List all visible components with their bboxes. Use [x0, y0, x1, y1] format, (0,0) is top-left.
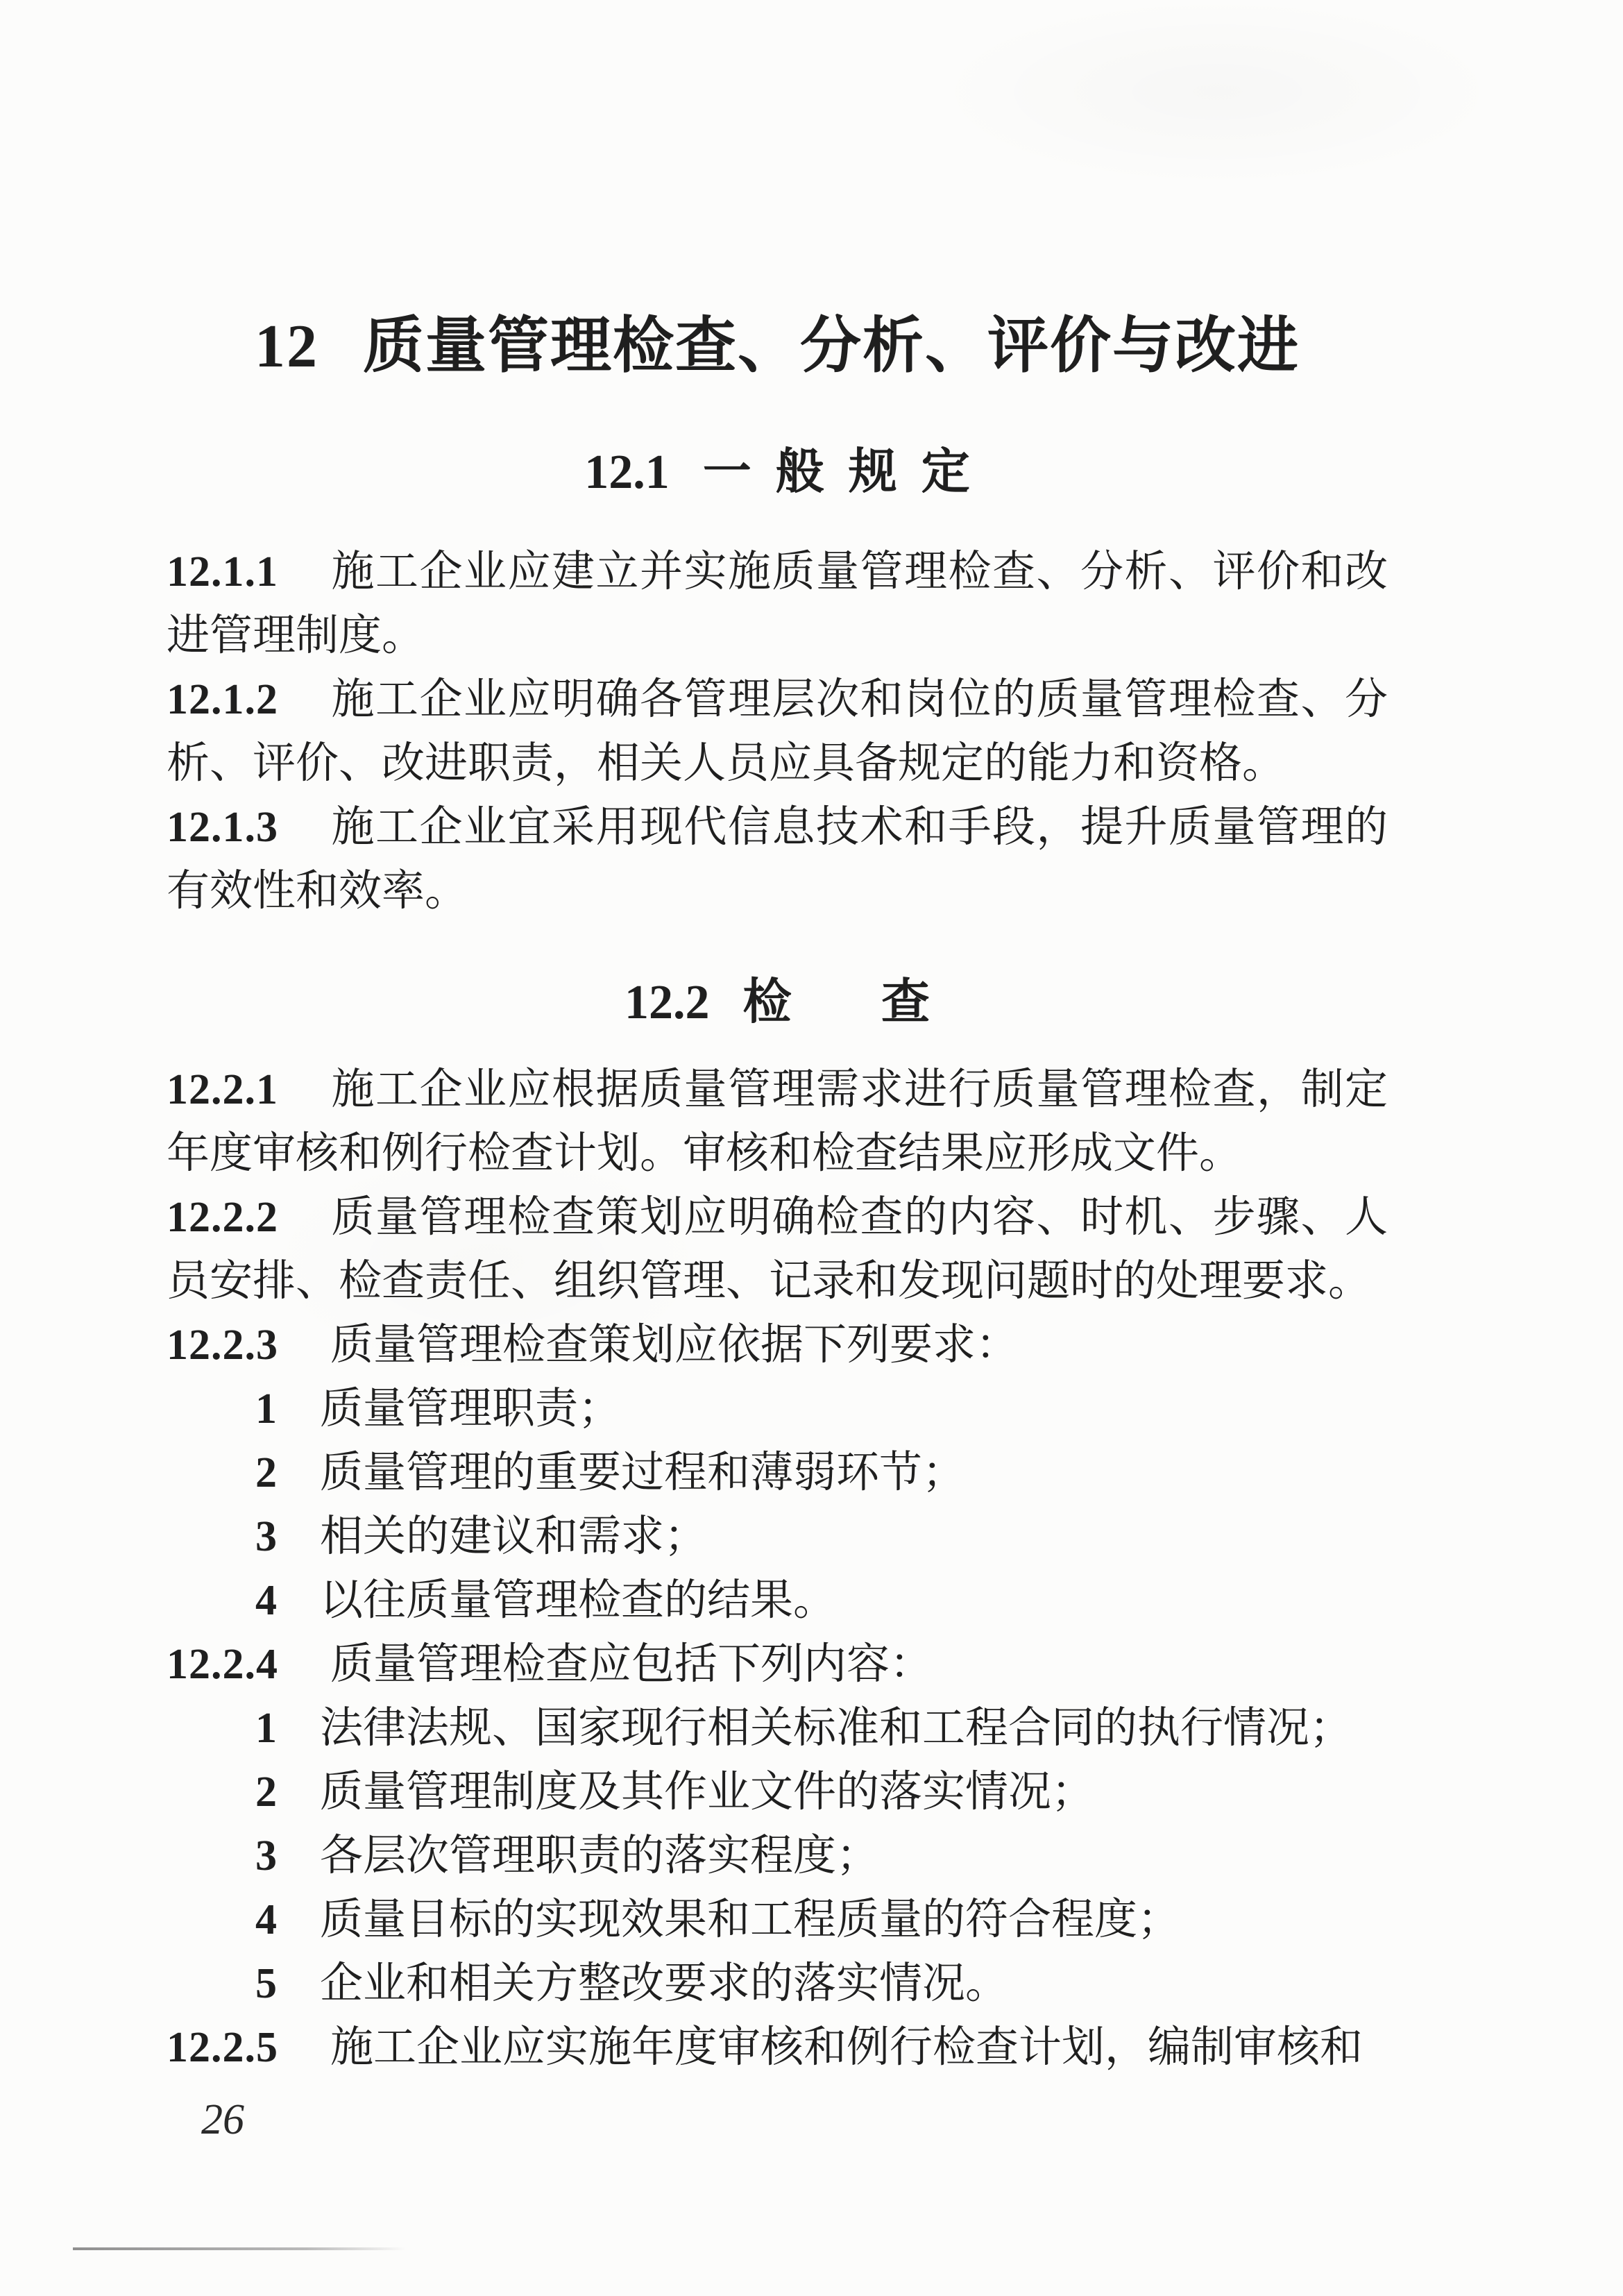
clause-number: 12.2.2: [167, 1194, 278, 1241]
clause-number: 12.2.3: [167, 1322, 278, 1369]
section-title-text: 一般规定: [702, 446, 994, 499]
clause-12-1-1: [167, 540, 1388, 668]
clause-number: 12.2.4: [167, 1641, 278, 1688]
list-item: [167, 1888, 1388, 1952]
list-item: [167, 1760, 1388, 1824]
list-item-text: 各层次管理职责的落实程度；: [320, 1832, 880, 1880]
clause-text: 施工企业应建立并实施质量管理检查、分析、评价和改进管理制度。: [167, 548, 1388, 659]
clause-12-2-5: [167, 2016, 1388, 2079]
list-item-text: 质量管理制度及其作业文件的落实情况；: [320, 1769, 1095, 1816]
list-item-number: 5: [255, 1960, 277, 2007]
list-item-text: 相关的建议和需求；: [320, 1513, 708, 1560]
section-number: 12.1: [584, 446, 670, 499]
clause-text: 施工企业应明确各管理层次和岗位的质量管理检查、分析、评价、改进职责，相关人员应具备规定的能力和资格。: [167, 676, 1388, 787]
list-item: [167, 1505, 1388, 1569]
list-item-number: 1: [255, 1705, 277, 1752]
clause-number: 12.1.2: [167, 676, 278, 723]
clause-12-2-4: [167, 1632, 1388, 1696]
section-heading-12-2: [167, 973, 1388, 1033]
clause-text: 施工企业应实施年度审核和例行检查计划，编制审核和: [330, 2024, 1363, 2071]
chapter-heading: [167, 305, 1388, 389]
section-number: 12.2: [624, 976, 710, 1029]
clause-text: 施工企业应根据质量管理需求进行质量管理检查，制定年度审核和例行检查计划。审核和检查结果应形成文件。: [167, 1066, 1388, 1177]
list-item-number: 2: [255, 1769, 277, 1816]
clause-12-1-3: [167, 795, 1388, 923]
clause-text: 质量管理检查应包括下列内容：: [330, 1641, 933, 1688]
clause-12-2-1: [167, 1058, 1388, 1185]
list-item-number: 2: [255, 1449, 277, 1496]
list-item-number: 1: [255, 1385, 277, 1433]
clause-text: 质量管理检查策划应明确检查的内容、时机、步骤、人员安排、检查责任、组织管理、记录和发现问题时的处理要求。: [167, 1194, 1388, 1305]
clause-number: 12.1.1: [167, 548, 278, 596]
clause-text: 质量管理检查策划应依据下列要求：: [330, 1322, 1019, 1369]
list-item: [167, 1952, 1388, 2016]
list-item-number: 3: [255, 1513, 277, 1560]
list-item-text: 企业和相关方整改要求的落实情况。: [320, 1960, 1009, 2007]
page-number: 26: [201, 2096, 244, 2143]
chapter-title-text: 质量管理检查、分析、评价与改进: [362, 313, 1300, 380]
list-item-text: 质量管理的重要过程和薄弱环节；: [320, 1449, 966, 1496]
clause-text: 施工企业宜采用现代信息技术和手段，提升质量管理的有效性和效率。: [167, 804, 1388, 915]
clause-12-2-3: [167, 1313, 1388, 1377]
clause-number: 12.2.1: [167, 1066, 278, 1113]
list-item-number: 4: [255, 1896, 277, 1943]
list-item: [167, 1696, 1388, 1760]
clause-12-2-2: [167, 1185, 1388, 1313]
clause-number: 12.2.5: [167, 2024, 278, 2071]
list-item-text: 质量管理职责；: [320, 1385, 622, 1433]
section-title-text: 检查: [742, 976, 1020, 1029]
clause-12-1-2: [167, 668, 1388, 795]
list-item-text: 以往质量管理检查的结果。: [320, 1577, 837, 1624]
list-item: [167, 1569, 1388, 1632]
list-item-number: 4: [255, 1577, 277, 1624]
footer-rule: [73, 2247, 406, 2250]
list-item: [167, 1824, 1388, 1888]
list-item-text: 质量目标的实现效果和工程质量的符合程度；: [320, 1896, 1181, 1943]
list-item-number: 3: [255, 1832, 277, 1880]
clause-number: 12.1.3: [167, 804, 278, 851]
list-item: [167, 1377, 1388, 1441]
section-heading-12-1: [167, 443, 1388, 503]
chapter-number: 12: [254, 313, 318, 380]
list-item-text: 法律法规、国家现行相关标准和工程合同的执行情况；: [320, 1705, 1353, 1752]
text-column: [167, 0, 1388, 2079]
list-item: [167, 1441, 1388, 1505]
